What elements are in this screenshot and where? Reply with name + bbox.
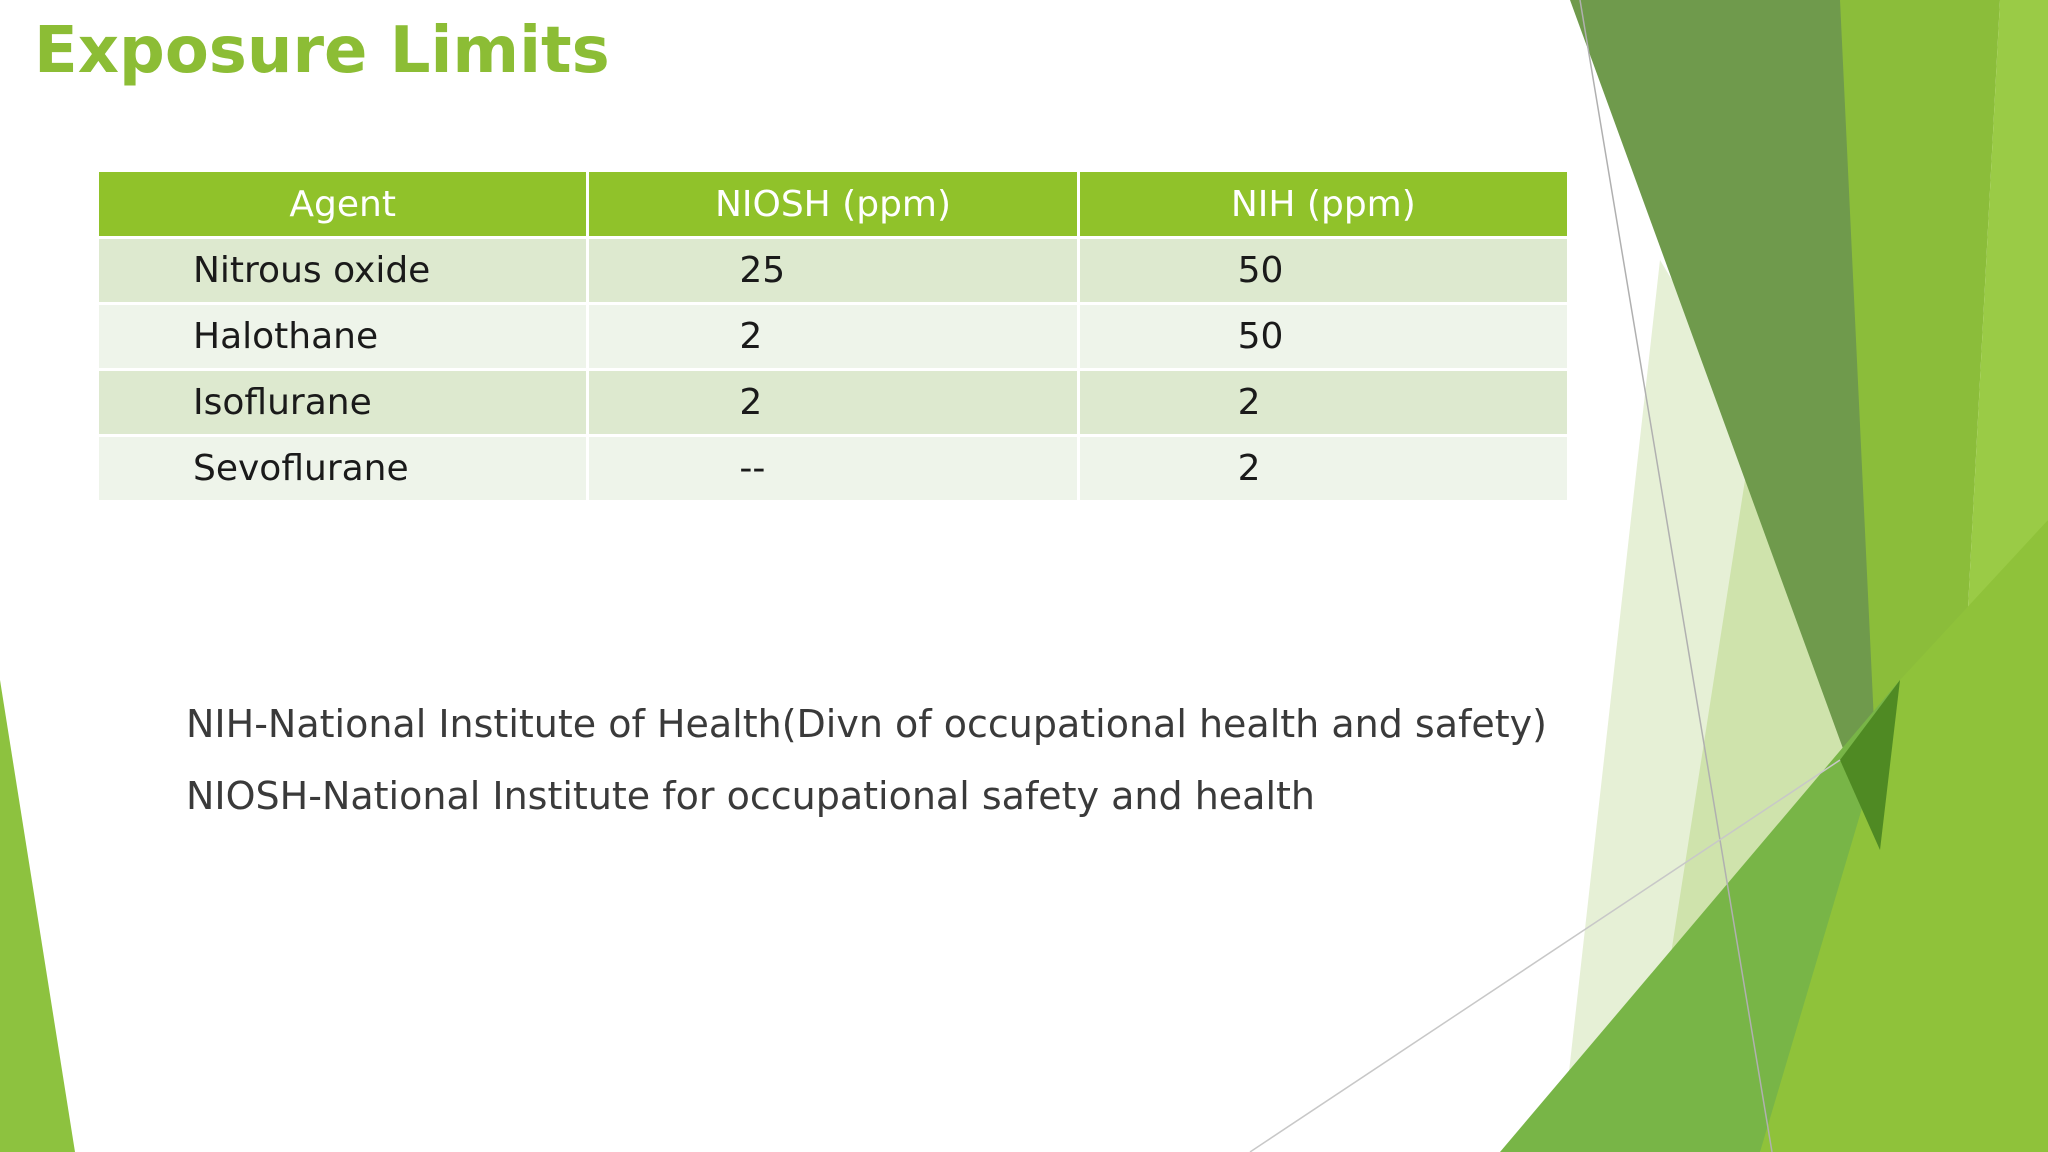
- slide-title: Exposure Limits: [34, 14, 610, 88]
- cell-niosh: --: [588, 436, 1078, 502]
- cell-agent: Sevoflurane: [98, 436, 588, 502]
- header-niosh: NIOSH (ppm): [588, 171, 1078, 238]
- abbreviation-notes: [186, 688, 1606, 832]
- table-row: [98, 238, 1569, 304]
- cell-nih: 2: [1078, 436, 1568, 502]
- cell-nih: 2: [1078, 370, 1568, 436]
- table-row: [98, 436, 1569, 502]
- cell-niosh: 2: [588, 370, 1078, 436]
- header-nih: NIH (ppm): [1078, 171, 1568, 238]
- cell-agent: Nitrous oxide: [98, 238, 588, 304]
- table-row: [98, 370, 1569, 436]
- cell-niosh: 25: [588, 238, 1078, 304]
- header-agent: Agent: [98, 171, 588, 238]
- table-header-row: [98, 171, 1569, 238]
- cell-nih: 50: [1078, 304, 1568, 370]
- cell-agent: Halothane: [98, 304, 588, 370]
- exposure-limits-table: [96, 169, 1570, 503]
- cell-nih: 50: [1078, 238, 1568, 304]
- cell-agent: Isoflurane: [98, 370, 588, 436]
- table-row: [98, 304, 1569, 370]
- note-niosh-definition: NIOSH-National Institute for occupational safety and health: [186, 774, 1315, 818]
- note-nih-definition: NIH-National Institute of Health(Divn of occupational health and safety): [186, 702, 1547, 746]
- cell-niosh: 2: [588, 304, 1078, 370]
- left-green-sliver: [0, 680, 75, 1152]
